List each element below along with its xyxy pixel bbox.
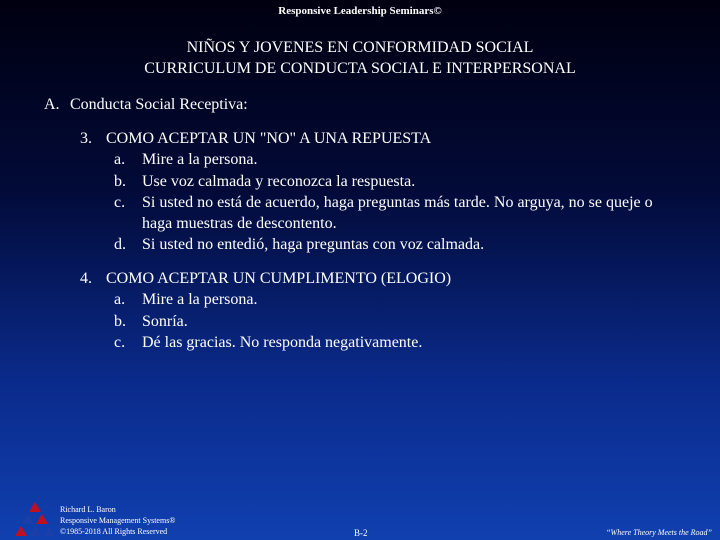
sub-letter: d.	[114, 236, 126, 254]
item-4	[80, 268, 662, 353]
page-title	[0, 37, 720, 79]
footer-company: Responsive Management Systems®	[60, 516, 176, 525]
company-logo-icon	[14, 500, 56, 538]
sub-item	[80, 149, 662, 170]
sub-letter: a.	[114, 151, 126, 169]
item-number: 4.	[80, 270, 92, 287]
section-heading	[44, 96, 248, 114]
sub-item	[80, 234, 662, 255]
sub-letter: c.	[114, 333, 126, 351]
footer-copyright: ©1985-2018 All Rights Reserved	[60, 527, 168, 536]
item-label: COMO ACEPTAR UN CUMPLIMENTO (ELOGIO)	[106, 270, 452, 287]
footer-credits	[60, 504, 175, 537]
sub-letter: c.	[114, 193, 126, 211]
sub-text: Use voz calmada y reconozca la respuesta.	[142, 172, 416, 190]
section-number: A.	[44, 96, 60, 113]
sub-text: Dé las gracias. No responda negativamente.	[142, 333, 423, 351]
sub-text: Mire a la persona.	[142, 291, 258, 309]
footer-tagline: “Where Theory Meets the Road”	[606, 528, 712, 537]
page-number: B-2	[354, 528, 368, 538]
sub-item	[80, 171, 662, 192]
sub-text: Sonría.	[142, 312, 188, 330]
item-label: COMO ACEPTAR UN "NO" A UNA REPUESTA	[106, 130, 432, 147]
footer-author: Richard L. Baron	[60, 505, 116, 514]
sub-text: Mire a la persona.	[142, 151, 258, 169]
sub-item	[80, 192, 662, 235]
sub-item	[80, 289, 662, 310]
sub-text: Si usted no está de acuerdo, haga preguntas más tarde. No arguya, no se queje o haga muestras de descontento.	[142, 193, 653, 233]
title-line-1: NIÑOS Y JOVENES EN CONFORMIDAD SOCIAL	[186, 39, 534, 56]
section-label: Conducta Social Receptiva:	[70, 96, 248, 113]
title-line-2: CURRICULUM DE CONDUCTA SOCIAL E INTERPERSONAL	[144, 60, 576, 77]
item-number: 3.	[80, 130, 92, 147]
sub-item	[80, 311, 662, 332]
seminar-header: Responsive Leadership Seminars©	[278, 5, 442, 17]
sub-letter: b.	[114, 172, 126, 190]
sub-letter: b.	[114, 312, 126, 330]
sub-text: Si usted no entedió, haga preguntas con voz calmada.	[142, 236, 485, 254]
sub-item	[80, 332, 662, 353]
item-3	[80, 128, 662, 256]
sub-letter: a.	[114, 291, 126, 309]
